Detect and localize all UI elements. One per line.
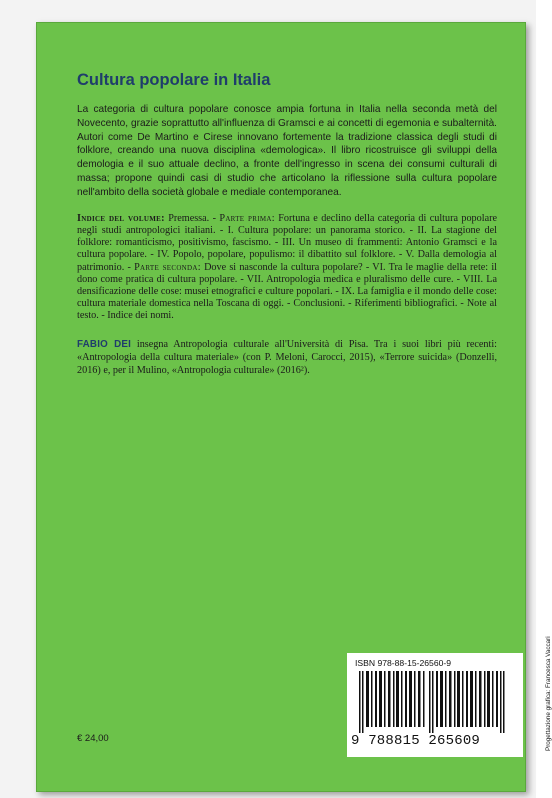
part-one-contents: Fortuna e declino della categoria di cultura popolare negli studi antropologici italiani. - I. Cultura popolare: un panorama storico. - II. La stagione del folklore: romanticismo, positivismo, fascismo. - III. Un museo di frammenti: Antonio Gramsci e la cultura popolare. - IV. Popolo, popolare, populismo: il dibattito sul folklore. - V. Dalla demologia al patrimonio. - — [77, 213, 498, 273]
table-of-contents — [77, 213, 497, 322]
part-one-label: Parte prima: — [219, 213, 275, 224]
index-premise: Premessa. - — [168, 213, 216, 224]
book-title: Cultura popolare in Italia — [77, 71, 271, 89]
author-name: FABIO DEI — [77, 339, 132, 350]
isbn-label: ISBN 978-88-15-26560-9 — [355, 658, 452, 668]
barcode-panel — [347, 653, 523, 757]
book-back-cover — [36, 22, 552, 792]
index-label: Indice del volume: — [77, 213, 165, 224]
barcode-digits: 9 788815 265609 — [351, 733, 481, 749]
book-description: La categoria di cultura popolare conosce ampia fortuna in Italia nella seconda metà del Novecento, grazie soprattutto all'influenza di Gramsci e ai concetti di egemonia e subalternità. Autori come De Martino e Cirese innovano fortemente la tradizione classica degli studi di folklore, creando una nuova disciplina «demologica». Il libro ricostruisce gli sviluppi della demologia e il suo attuale declino, a fronte dell'ingresso in scena dei consumi culturali di massa; propone quindi casi di studio che articolano la riflessione sulla cultura popolare nell'ambito della società globale e mediale contemporanea. — [77, 104, 497, 198]
design-credit: Progettazione grafica: Francesca Vaccari — [545, 636, 552, 751]
author-bio — [77, 338, 497, 377]
part-two-label: Parte seconda: — [134, 261, 201, 273]
barcode-icon — [355, 671, 515, 733]
part-two-contents: Dove si nasconde la cultura popolare? - VI. Tra le maglie della rete: il dono come pratica di cultura popolare. - VII. Antropologia medica e pluralismo delle cure. - VIII. La densificazione delle cose: musei etnografici e culture popolari. - IX. La famiglia e il mondo delle cose: cultura materiale domestica nella Toscana di oggi. - Conclusioni. - Riferimenti bibliografici. - Note al testo. - Indice dei nomi. — [77, 261, 497, 322]
price-label: € 24,00 — [77, 733, 109, 744]
author-bio-text: insegna Antropologia culturale all'Università di Pisa. Tra i suoi libri più recenti: «Antropologia della cultura materiale» (con P. Meloni, Carocci, 2015), «Terrore suicida» (Donzelli, 2016) e, per il Mulino, «Antropologia culturale» (2016²). — [77, 339, 498, 376]
